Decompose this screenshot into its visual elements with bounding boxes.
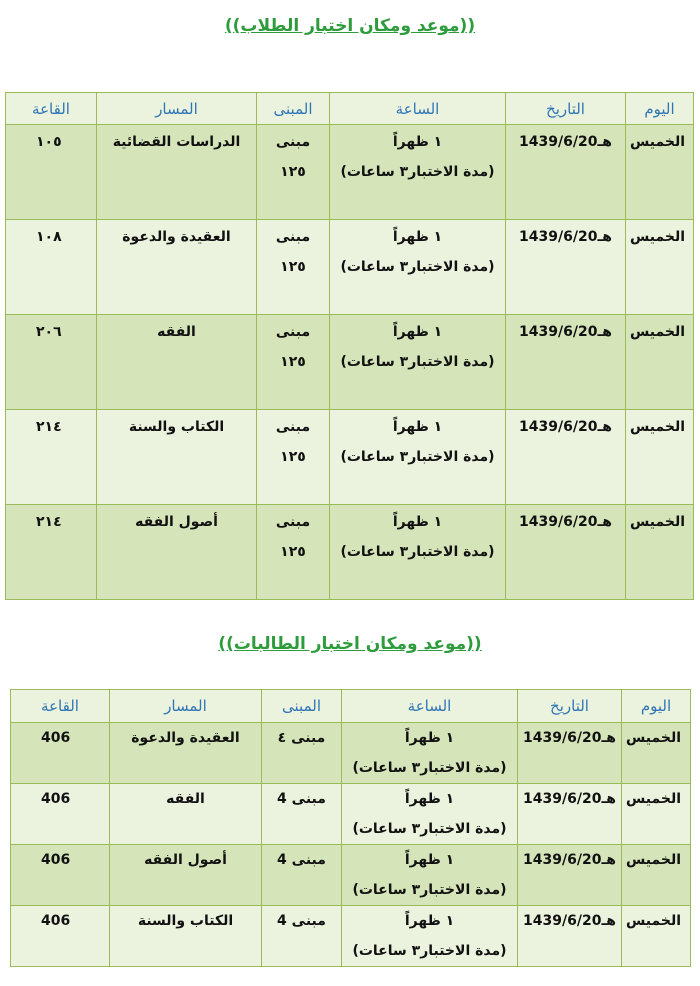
time-cell: [330, 315, 506, 410]
track-cell: الفقه: [97, 315, 257, 410]
header-hall: القاعة: [6, 93, 97, 125]
date-cell: [518, 723, 622, 784]
duration-note: (مدة الاختبار٣ ساعات): [340, 354, 495, 370]
time-cell: [342, 784, 518, 845]
header-building: المبنى: [257, 93, 330, 125]
building-number: ١٢٥: [280, 354, 306, 370]
hall-cell: ٢١٤: [6, 505, 97, 600]
building-number: ١٢٥: [280, 259, 306, 275]
track-cell: أصول الفقه: [97, 505, 257, 600]
date-value: 1439/6/20هـ: [519, 134, 612, 150]
time-value: ١ ظهراً: [392, 229, 443, 245]
female-students-exam-title: ((موعد ومكان اختبار الطالبات)): [218, 634, 482, 654]
table-header-row: [6, 93, 694, 125]
duration-note: (مدة الاختبار٣ ساعات): [352, 882, 507, 898]
day-cell: الخميس: [626, 315, 694, 410]
building-cell: [257, 410, 330, 505]
track-cell: الكتاب والسنة: [110, 906, 262, 967]
building-cell: [257, 315, 330, 410]
time-cell: [330, 125, 506, 220]
duration-note: (مدة الاختبار٣ ساعات): [352, 821, 507, 837]
header-date: التاريخ: [506, 93, 626, 125]
building-cell: [257, 505, 330, 600]
hall-cell: ٢٠٦: [6, 315, 97, 410]
hall-cell: 406: [11, 845, 110, 906]
date-value: 1439/6/20هـ: [523, 852, 616, 868]
building-number: ١٢٥: [280, 449, 306, 465]
duration-note: (مدة الاختبار٣ ساعات): [340, 259, 495, 275]
students-exam-table: [5, 92, 694, 600]
header-building: المبنى: [262, 690, 342, 723]
day-cell: الخميس: [622, 723, 691, 784]
duration-note: (مدة الاختبار٣ ساعات): [340, 164, 495, 180]
table-row: [6, 220, 694, 315]
date-value: 1439/6/20هـ: [523, 791, 616, 807]
header-time: الساعة: [330, 93, 506, 125]
students-exam-title: ((موعد ومكان اختبار الطلاب)): [224, 16, 476, 36]
day-cell: الخميس: [626, 410, 694, 505]
time-cell: [342, 845, 518, 906]
building-label: مبنى: [275, 134, 311, 150]
header-track: المسار: [97, 93, 257, 125]
day-cell: الخميس: [626, 220, 694, 315]
date-value: 1439/6/20هـ: [519, 514, 612, 530]
table-row: [6, 410, 694, 505]
building-cell: مبنى 4: [262, 784, 342, 845]
time-cell: [342, 906, 518, 967]
time-value: ١ ظهراً: [404, 852, 455, 868]
date-cell: [506, 505, 626, 600]
building-label: مبنى: [275, 514, 311, 530]
date-cell: [518, 845, 622, 906]
table-header-row: [11, 690, 691, 723]
duration-note: (مدة الاختبار٣ ساعات): [340, 544, 495, 560]
day-cell: الخميس: [622, 784, 691, 845]
table-row: [6, 315, 694, 410]
time-value: ١ ظهراً: [404, 791, 455, 807]
duration-note: (مدة الاختبار٣ ساعات): [352, 943, 507, 959]
track-cell: الفقه: [110, 784, 262, 845]
time-value: ١ ظهراً: [392, 324, 443, 340]
time-value: ١ ظهراً: [404, 730, 455, 746]
table-row: [6, 505, 694, 600]
date-value: 1439/6/20هـ: [519, 324, 612, 340]
date-value: 1439/6/20هـ: [523, 730, 616, 746]
day-cell: الخميس: [626, 125, 694, 220]
header-day: اليوم: [626, 93, 694, 125]
building-cell: مبنى ٤: [262, 723, 342, 784]
building-number: ١٢٥: [280, 544, 306, 560]
day-cell: الخميس: [626, 505, 694, 600]
track-cell: الكتاب والسنة: [97, 410, 257, 505]
time-value: ١ ظهراً: [392, 419, 443, 435]
time-value: ١ ظهراً: [404, 913, 455, 929]
track-cell: العقيدة والدعوة: [97, 220, 257, 315]
track-cell: أصول الفقه: [110, 845, 262, 906]
date-cell: [506, 220, 626, 315]
duration-note: (مدة الاختبار٣ ساعات): [352, 760, 507, 776]
female-students-exam-table: [10, 689, 691, 967]
time-value: ١ ظهراً: [392, 134, 443, 150]
building-number: ١٢٥: [280, 164, 306, 180]
table-row: [6, 125, 694, 220]
time-cell: [330, 220, 506, 315]
header-day: اليوم: [622, 690, 691, 723]
hall-cell: ١٠٨: [6, 220, 97, 315]
building-cell: مبنى 4: [262, 906, 342, 967]
building-cell: مبنى 4: [262, 845, 342, 906]
table-row: [11, 723, 691, 784]
track-cell: العقيدة والدعوة: [110, 723, 262, 784]
day-cell: الخميس: [622, 845, 691, 906]
day-cell: الخميس: [622, 906, 691, 967]
table-row: [11, 784, 691, 845]
date-cell: [518, 906, 622, 967]
building-cell: [257, 220, 330, 315]
date-value: 1439/6/20هـ: [519, 229, 612, 245]
hall-cell: ٢١٤: [6, 410, 97, 505]
date-value: 1439/6/20هـ: [523, 913, 616, 929]
header-time: الساعة: [342, 690, 518, 723]
table-row: [11, 845, 691, 906]
building-label: مبنى: [275, 229, 311, 245]
building-cell: [257, 125, 330, 220]
date-cell: [506, 315, 626, 410]
header-hall: القاعة: [11, 690, 110, 723]
hall-cell: ١٠٥: [6, 125, 97, 220]
hall-cell: 406: [11, 906, 110, 967]
header-date: التاريخ: [518, 690, 622, 723]
duration-note: (مدة الاختبار٣ ساعات): [340, 449, 495, 465]
time-cell: [342, 723, 518, 784]
date-value: 1439/6/20هـ: [519, 419, 612, 435]
table-row: [11, 906, 691, 967]
date-cell: [506, 125, 626, 220]
hall-cell: 406: [11, 784, 110, 845]
time-value: ١ ظهراً: [392, 514, 443, 530]
date-cell: [518, 784, 622, 845]
time-cell: [330, 505, 506, 600]
date-cell: [506, 410, 626, 505]
time-cell: [330, 410, 506, 505]
building-label: مبنى: [275, 419, 311, 435]
hall-cell: 406: [11, 723, 110, 784]
building-label: مبنى: [275, 324, 311, 340]
header-track: المسار: [110, 690, 262, 723]
track-cell: الدراسات القضائية: [97, 125, 257, 220]
